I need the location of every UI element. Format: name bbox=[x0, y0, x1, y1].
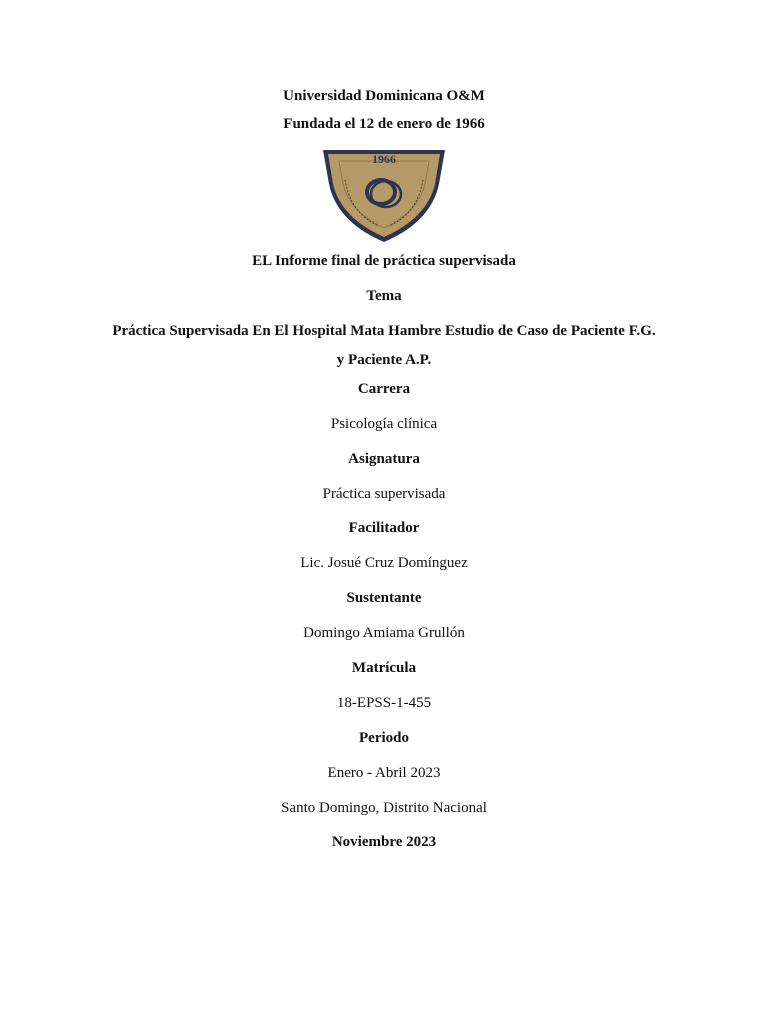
university-name: Universidad Dominicana O&M bbox=[283, 88, 485, 104]
university-seal-icon bbox=[321, 144, 447, 244]
seal-year: 1966 bbox=[372, 152, 396, 166]
founded-date: Fundada el 12 de enero de 1966 bbox=[283, 116, 485, 132]
matricula-value: 18-EPSS-1-455 bbox=[336, 695, 432, 711]
document-date: Noviembre 2023 bbox=[331, 834, 437, 850]
sustentante-label: Sustentante bbox=[346, 590, 422, 606]
tema-text-line-2: y Paciente A.P. bbox=[336, 352, 432, 368]
periodo-label: Periodo bbox=[359, 730, 409, 746]
report-title: EL Informe final de práctica supervisada bbox=[252, 253, 516, 269]
facilitador-label: Facilitador bbox=[348, 520, 420, 536]
tema-label: Tema bbox=[366, 288, 402, 304]
carrera-value: Psicología clínica bbox=[330, 416, 438, 432]
sustentante-value: Domingo Amiama Grullón bbox=[303, 625, 465, 641]
asignatura-label: Asignatura bbox=[348, 451, 420, 467]
periodo-value: Enero - Abril 2023 bbox=[327, 765, 441, 781]
tema-text-line-1: Práctica Supervisada En El Hospital Mata Hambre Estudio de Caso de Paciente F.G. bbox=[112, 323, 656, 339]
location: Santo Domingo, Distrito Nacional bbox=[281, 800, 487, 816]
facilitador-value: Lic. Josué Cruz Domínguez bbox=[300, 555, 468, 571]
carrera-label: Carrera bbox=[357, 381, 411, 397]
asignatura-value: Práctica supervisada bbox=[322, 486, 446, 502]
matricula-label: Matrícula bbox=[351, 660, 417, 676]
